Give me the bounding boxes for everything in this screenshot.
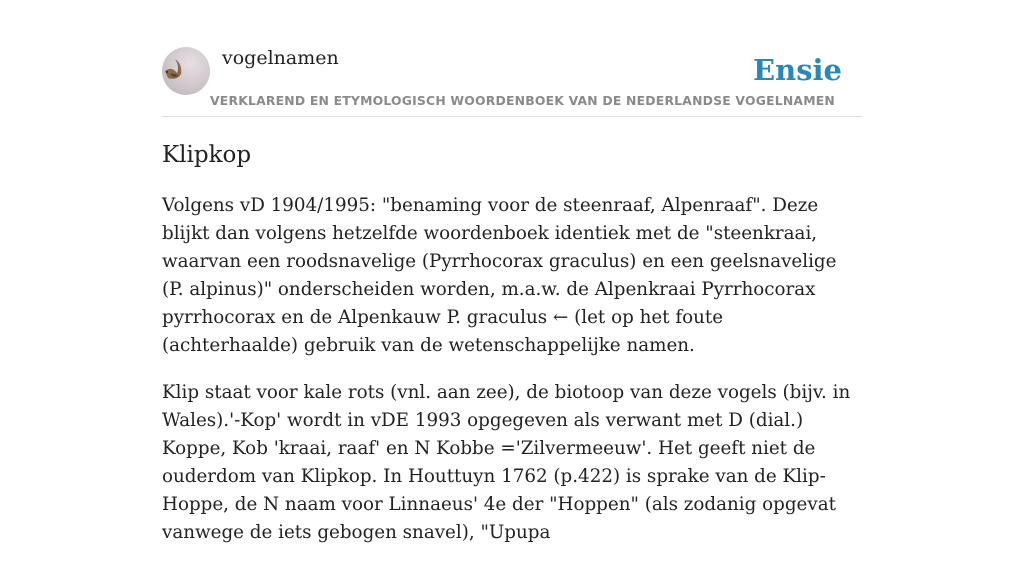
avatar[interactable] (162, 47, 210, 95)
paragraph-1 (162, 192, 862, 360)
paragraph-1-tail: (let op het foute (achterhaalde) gebruik van de wetenschappelijke namen. (162, 307, 724, 356)
site-name-link[interactable]: vogelnamen (222, 47, 339, 69)
left-arrow-icon[interactable]: ← (552, 307, 569, 328)
paragraph-2: Klip staat voor kale rots (vnl. aan zee), de biotoop van deze vogels (bijv. in Wales).'-Kop' wordt in vDE 1993 opgegeven als verwant met D (dial.) Koppe, Kob 'kraai, raaf' en N Kobbe ='Zilvermeeuw'. Het geeft niet de ouderdom van Klipkop. In Houttuyn 1762 (p.422) is sprake van de Klip-Hoppe, de N naam voor Linnaeus' 4e der "Hoppen" (als zodanig opgevat vanwege de iets gebogen snavel), "Upupa (162, 382, 851, 543)
bird-photo-icon (162, 47, 210, 95)
site-tagline: VERKLAREND EN ETYMOLOGISCH WOORDENBOEK VAN DE NEDERLANDSE VOGELNAMEN (210, 93, 835, 108)
site-header (162, 46, 862, 117)
article-content (162, 192, 862, 566)
paragraph-1-text: Volgens vD 1904/1995: "benaming voor de steenraaf, Alpenraaf". Deze blijkt dan volgens hetzelfde woordenboek identiek met de "steenkraai, waarvan een roodsnavelige (Pyrrhocorax graculus) en een geelsnavelige (P. alpinus)" onderscheiden worden, m.a.w. de Alpenkraai Pyrrhocorax pyrrhocorax en de Alpenkauw P. graculus (162, 195, 837, 328)
ensie-logo[interactable]: Ensie (753, 53, 842, 87)
page-title: Klipkop (162, 142, 252, 168)
